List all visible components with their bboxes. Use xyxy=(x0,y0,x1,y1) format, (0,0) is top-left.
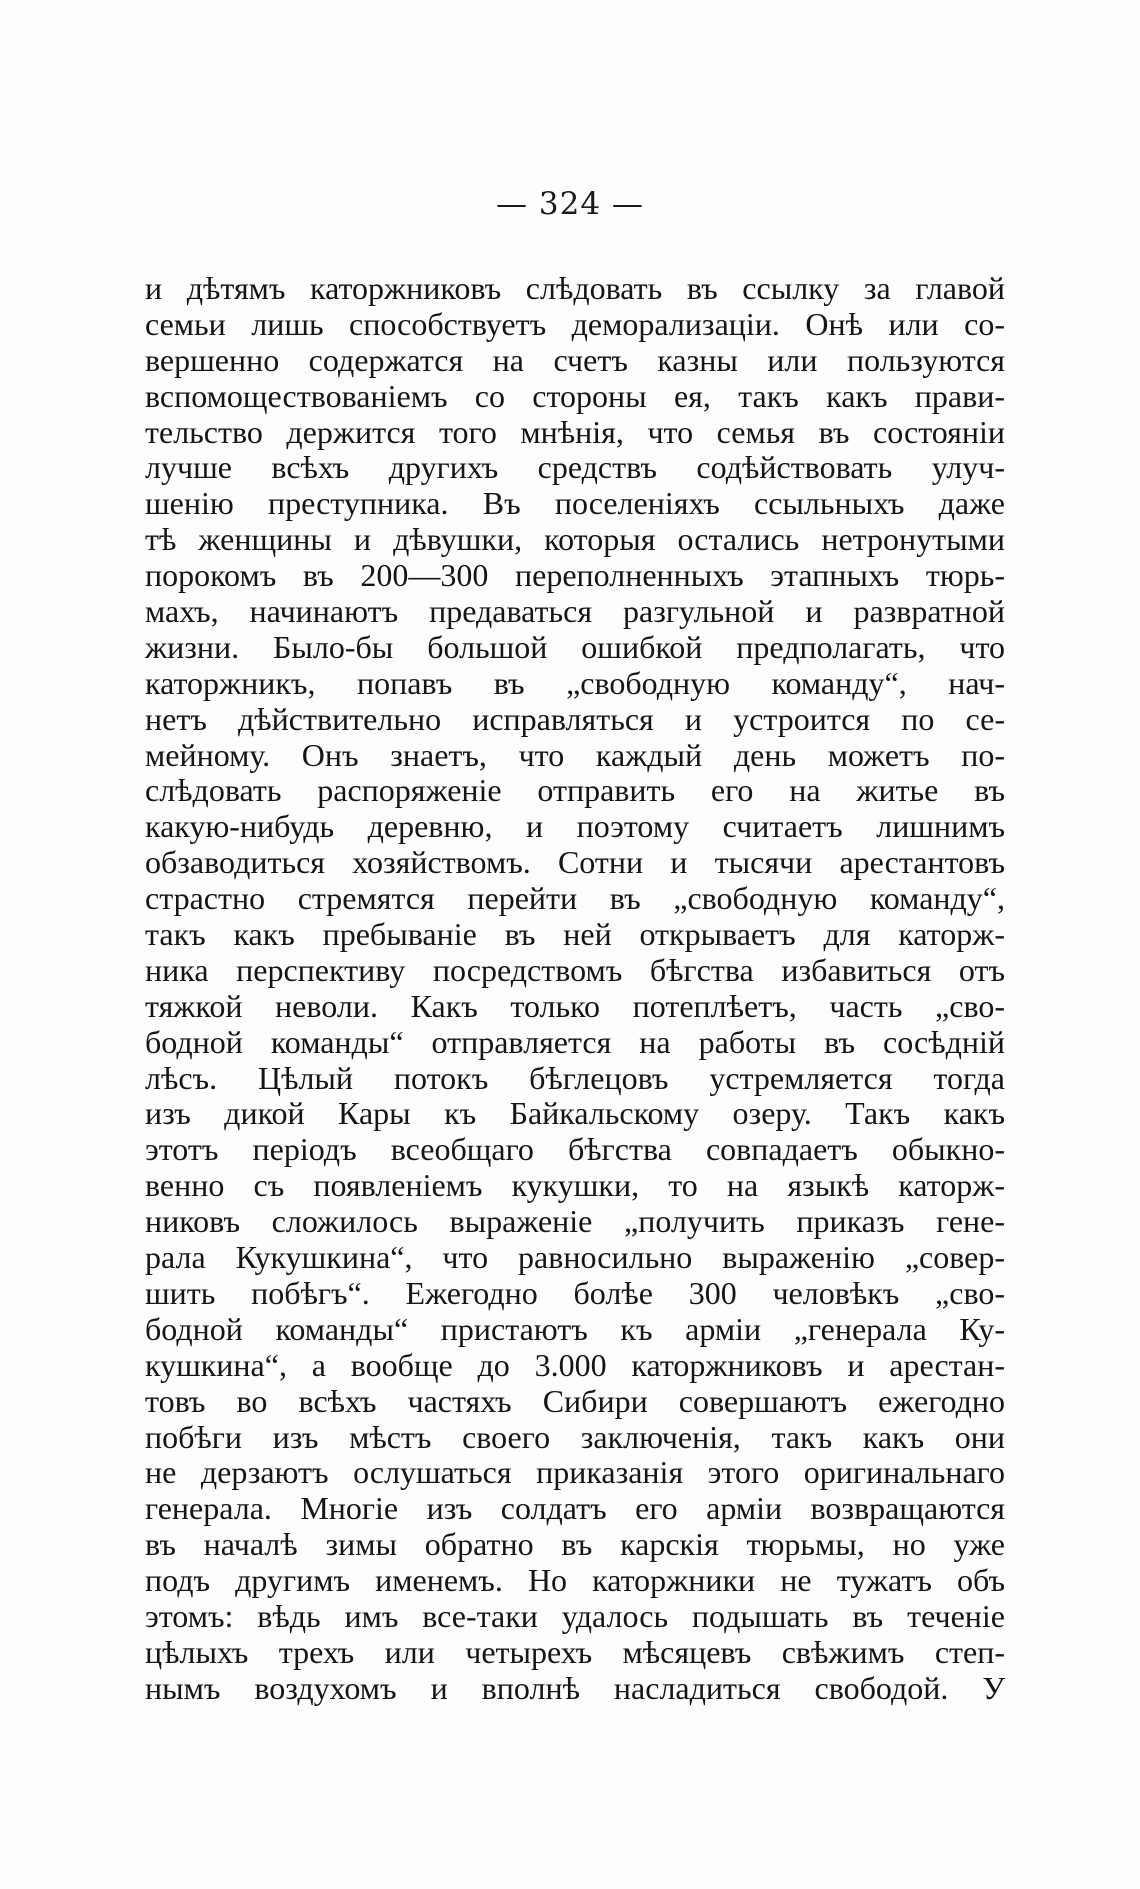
text-line: лѣсъ. Цѣлый потокъ бѣглецовъ устремляется тогда xyxy=(145,1059,1005,1096)
page-number: — 324 — xyxy=(496,186,644,222)
text-line: побѣги изъ мѣстъ своего заключенія, такъ какъ они xyxy=(145,1418,1005,1455)
text-line: генерала. Многіе изъ солдатъ его арміи возвращаются xyxy=(145,1490,1005,1527)
text-line: тѣ женщины и дѣвушки, которыя остались нетронутыми xyxy=(145,521,1005,558)
text-line: товъ во всѣхъ частяхъ Сибири совершаютъ ежегодно xyxy=(145,1382,1005,1419)
text-line: бодной команды“ отправляется на работы въ сосѣдній xyxy=(145,1023,1005,1060)
text-line: шенію преступника. Въ поселеніяхъ ссыльныхъ даже xyxy=(145,485,1005,522)
text-line: обзаводиться хозяйствомъ. Сотни и тысячи арестантовъ xyxy=(145,844,1005,881)
text-line: бодной команды“ пристаютъ къ арміи „генерала Ку- xyxy=(145,1310,1005,1347)
text-line: подъ другимъ именемъ. Но каторжники не тужатъ объ xyxy=(145,1562,1005,1599)
text-line: изъ дикой Кары къ Байкальскому озеру. Такъ какъ xyxy=(145,1095,1005,1132)
text-line: тельство держится того мнѣнія, что семья въ состояніи xyxy=(145,413,1005,450)
text-line: какую-нибудь деревню, и поэтому считаетъ лишнимъ xyxy=(145,808,1005,845)
text-line: нетъ дѣйствительно исправляться и устроится по се- xyxy=(145,700,1005,737)
text-line: мейному. Онъ знаетъ, что каждый день можетъ по- xyxy=(145,736,1005,773)
text-line: и дѣтямъ каторжниковъ слѣдовать въ ссылку за главой xyxy=(145,270,1005,306)
text-line: такъ какъ пребываніе въ ней открываетъ для каторж- xyxy=(145,916,1005,953)
text-line: цѣлыхъ трехъ или четырехъ мѣсяцевъ свѣжимъ степ- xyxy=(145,1633,1005,1670)
text-line: шить побѣгъ“. Ежегодно болѣе 300 человѣкъ „сво- xyxy=(145,1274,1005,1311)
text-line: вспомоществованіемъ со стороны ея, такъ какъ прави- xyxy=(145,377,1005,414)
text-line: кушкина“, а вообще до 3.000 каторжниковъ и арестан- xyxy=(145,1346,1005,1383)
text-line: страстно стремятся перейти въ „свободную команду“, xyxy=(145,880,1005,917)
text-line: рала Кукушкина“, что равносильно выраженію „совер- xyxy=(145,1239,1005,1276)
body-text xyxy=(145,271,1005,1707)
text-line: каторжникъ, попавъ въ „свободную команду“, нач- xyxy=(145,664,1005,701)
text-line: лучше всѣхъ другихъ средствъ содѣйствовать улуч- xyxy=(145,449,1005,486)
text-line: нымъ воздухомъ и вполнѣ насладиться свободой. У xyxy=(145,1669,1005,1706)
text-line: этомъ: вѣдь имъ все-таки удалось подышать въ теченіе xyxy=(145,1597,1005,1634)
text-line: никовъ сложилось выраженіе „получить приказъ гене- xyxy=(145,1203,1005,1240)
text-line: порокомъ въ 200—300 переполненныхъ этапныхъ тюрь- xyxy=(145,557,1005,594)
text-line: семьи лишь способствуетъ деморализаціи. Онѣ или со- xyxy=(145,305,1005,342)
text-line: слѣдовать распоряженіе отправить его на житье въ xyxy=(145,772,1005,809)
text-line: вершенно содержатся на счетъ казны или пользуются xyxy=(145,341,1005,378)
text-line: ника перспективу посредствомъ бѣгства избавиться отъ xyxy=(145,951,1005,988)
text-line: въ началѣ зимы обратно въ карскія тюрьмы, но уже xyxy=(145,1526,1005,1563)
text-line: не дерзаютъ ослушаться приказанія этого оригинальнаго xyxy=(145,1454,1005,1491)
text-line: жизни. Было-бы большой ошибкой предполагать, что xyxy=(145,628,1005,665)
text-line: махъ, начинаютъ предаваться разгульной и развратной xyxy=(145,593,1005,630)
text-line: тяжкой неволи. Какъ только потеплѣетъ, часть „сво- xyxy=(145,987,1005,1024)
text-line: этотъ періодъ всеобщаго бѣгства совпадаетъ обыкно- xyxy=(145,1131,1005,1168)
text-line: венно съ появленіемъ кукушки, то на языкѣ каторж- xyxy=(145,1167,1005,1204)
